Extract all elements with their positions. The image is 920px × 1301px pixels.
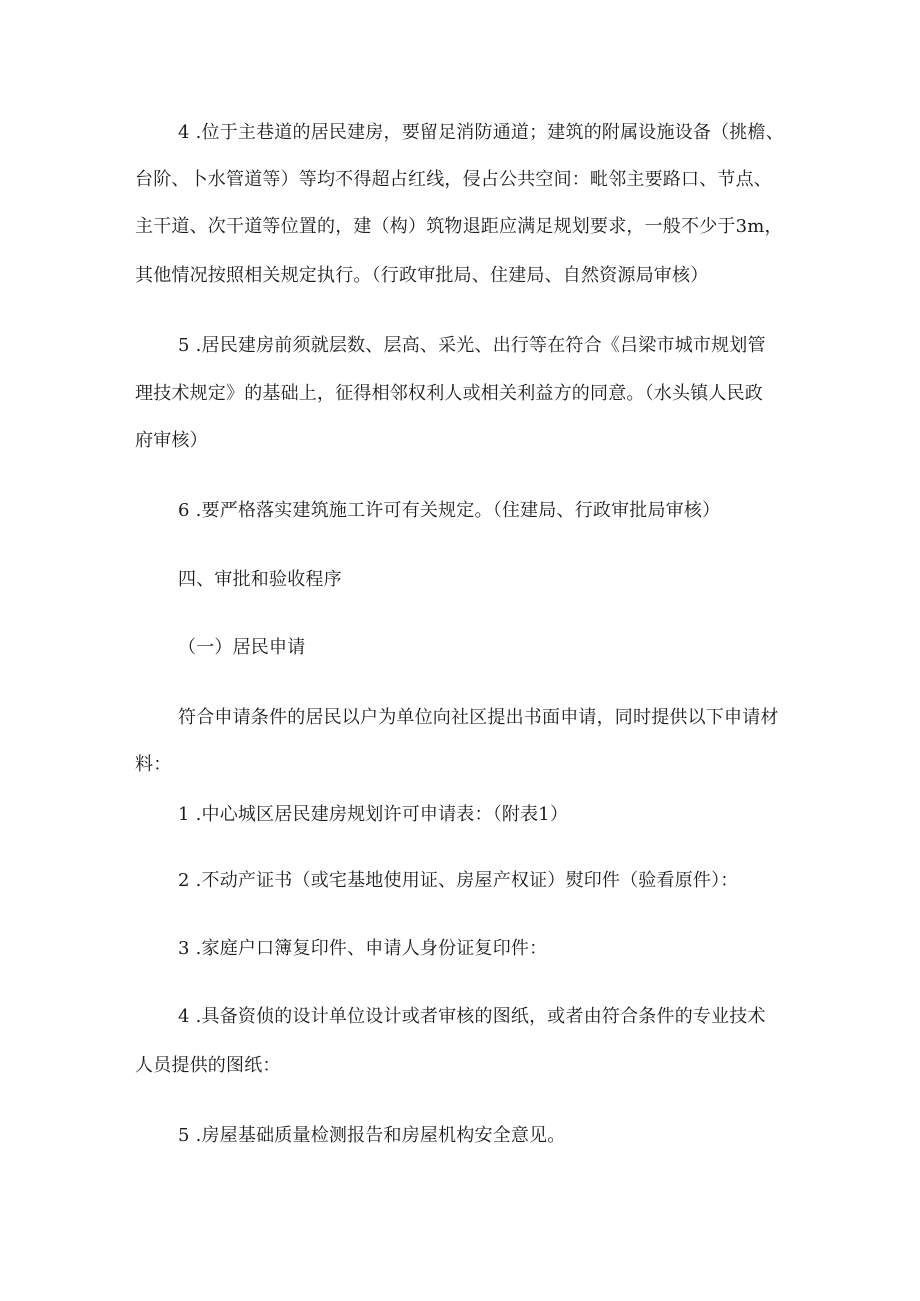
- section-4-heading: 四、审批和验收程序: [178, 569, 342, 590]
- material-1: 1 .中心城区居民建房规划许可申请表：（附表1）: [178, 804, 569, 825]
- material-2: 2 .不动产证书（或宅基地使用证、房屋产权证）熨印件（验看原件）：: [178, 870, 739, 891]
- requirement-4-line-3: 主干道、次干道等位置的，建（构）筑物退距应满足规划要求，一般不少于3m，: [135, 216, 783, 237]
- application-intro-line-1: 符合申请条件的居民以户为单位向社区提出书面申请，同时提供以下申请材: [178, 707, 779, 728]
- material-5: 5 .房屋基础质量检测报告和房屋机构安全意见。: [178, 1125, 566, 1146]
- material-4-line-1: 4 .具备资侦的设计单位设计或者审核的图纸，或者由符合条件的专业技术: [178, 1006, 766, 1027]
- requirement-6-line-1: 6 .要严格落实建筑施工许可有关规定。（住建局、行政审批局审核）: [178, 500, 721, 521]
- material-4-line-2: 人员提供的图纸：: [135, 1055, 281, 1076]
- requirement-5-line-1: 5 .居民建房前须就层数、层高、采光、出行等在符合《吕梁市城市规划管: [178, 335, 766, 356]
- material-3: 3 .家庭户口簿复印件、申请人身份证复印件：: [178, 938, 548, 959]
- subsection-1-heading: （一）居民申请: [178, 637, 306, 658]
- requirement-5-line-3: 府审核）: [135, 430, 208, 451]
- requirement-4-line-1: 4 .位于主巷道的居民建房，要留足消防通道；建筑的附属设施设备（挑檐、: [178, 122, 784, 143]
- application-intro-line-2: 料：: [135, 754, 172, 775]
- requirement-5-line-2: 理技术规定》的基础上，征得相邻权利人或相关利益方的同意。（水头镇人民政: [135, 383, 763, 404]
- requirement-4-line-2: 台阶、卜水管道等）等均不得超占红线，侵占公共空间：毗邻主要路口、节点、: [135, 169, 772, 190]
- requirement-4-line-4: 其他情况按照相关规定执行。（行政审批局、住建局、自然资源局审核）: [135, 265, 709, 286]
